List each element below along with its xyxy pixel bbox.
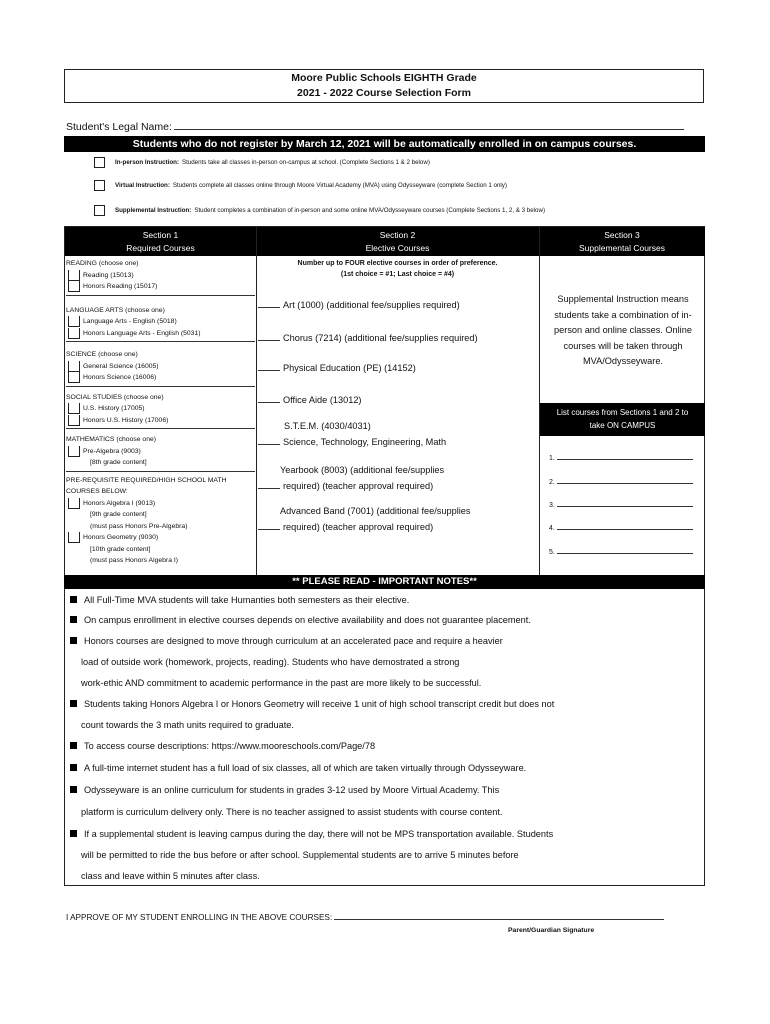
instruction-line: Number up to FOUR elective courses in order of preference. (297, 260, 498, 267)
info-line: person and online classes. Online (554, 325, 692, 335)
course-label: Honors Geometry (9030) (83, 534, 159, 541)
note-text: A full-time internet student has a full load of six classes, all of which are taken virtually through Odysseyware. (84, 763, 527, 773)
legal-name-field[interactable] (174, 120, 684, 130)
info-line: courses will be taken through (563, 340, 683, 351)
form-title-box (64, 69, 704, 103)
rank-field[interactable] (258, 333, 280, 341)
info-line: students take a combination of in- (554, 309, 692, 320)
elective-stem[interactable] (258, 437, 446, 447)
section2-subtitle: Elective Courses (365, 243, 430, 253)
item-number: 2. (549, 479, 555, 486)
section3-title: Section 3 (604, 230, 640, 240)
option-virtual (94, 180, 507, 191)
elective-stem-title: S.T.E.M. (4030/4031) (284, 421, 371, 431)
course-label: Honors Reading (15017) (83, 283, 158, 290)
bullet-icon (70, 616, 77, 623)
course-note: (must pass Honors Pre-Algebra) (90, 522, 188, 530)
note-item (70, 595, 409, 605)
section3-subtitle: Supplemental Courses (579, 243, 665, 253)
note-item (70, 763, 526, 773)
section2-instructions (256, 258, 539, 280)
section1-header (65, 227, 256, 256)
course-checkbox[interactable] (68, 328, 80, 339)
course-checkbox[interactable] (68, 415, 80, 426)
note-continuation: count towards the 3 math units required to graduate. (81, 720, 294, 730)
note-item (70, 785, 499, 795)
rank-field[interactable] (258, 481, 280, 489)
course-note: [9th grade content] (90, 511, 147, 518)
elective-label: Art (1000) (additional fee/supplies required) (283, 300, 460, 310)
course-label: Honors Language Arts - English (5031) (83, 329, 201, 337)
course-field[interactable] (557, 523, 693, 530)
note-text: Odysseyware is an online curriculum for students in grades 3-12 used by Moore Virtual Academy. This (84, 785, 500, 795)
note-text: Honors courses are designed to move through curriculum at an accelerated pace and require a heavier (84, 636, 503, 646)
bullet-icon (70, 764, 77, 771)
course-option[interactable] (66, 270, 255, 282)
section1-title: Section 1 (142, 230, 179, 240)
math-group (66, 432, 255, 472)
elective-label: Chorus (7214) (additional fee/supplies required) (283, 333, 478, 343)
note-item (70, 829, 553, 839)
item-number: 5. (549, 549, 555, 556)
info-line: Supplemental Instruction means (557, 294, 689, 304)
list-head-line: List courses from Sections 1 and 2 to (556, 408, 689, 417)
course-option[interactable] (66, 446, 255, 458)
course-option[interactable] (66, 328, 255, 340)
elective-pe[interactable] (258, 363, 416, 373)
rank-field[interactable] (258, 363, 280, 371)
on-campus-course-3[interactable] (549, 500, 693, 509)
bullet-icon (70, 596, 77, 603)
note-item (70, 636, 503, 646)
course-label: Honors U.S. History (17006) (83, 416, 169, 424)
option-label: In-person Instruction: (115, 159, 179, 166)
bullet-icon (70, 830, 77, 837)
section1-courses (65, 258, 255, 567)
group-head: PRE-REQUISITE REQUIRED/HIGH SCHOOL MATH (66, 476, 227, 484)
note-item (70, 741, 375, 751)
option-label: Virtual Instruction: (115, 182, 170, 189)
elective-yearbook-title: Yearbook (8003) (additional fee/supplies (280, 465, 445, 475)
course-checkbox[interactable] (68, 316, 80, 327)
course-label: U.S. History (17005) (83, 405, 145, 412)
elective-label: required) (teacher approval required) (283, 522, 434, 532)
group-head: COURSES BELOW: (66, 488, 128, 495)
list-head-line: take ON CAMPUS (589, 421, 656, 430)
course-label: General Science (16005) (83, 362, 159, 370)
note-text: On campus enrollment in elective courses depends on elective availability and does not guarantee placement. (84, 615, 531, 625)
elective-band-title: Advanced Band (7001) (additional fee/supplies (280, 506, 471, 516)
form-title: Moore Public Schools EIGHTH Grade (291, 72, 477, 84)
course-option[interactable] (66, 372, 255, 384)
note-text: Students taking Honors Algebra I or Honors Geometry will receive 1 unit of high school transcript credit but does not (84, 699, 555, 709)
course-checkbox[interactable] (68, 372, 80, 383)
elective-label: Physical Education (PE) (14152) (283, 363, 416, 373)
signature-caption: Parent/Guardian Signature (508, 927, 595, 934)
section3-header (539, 227, 705, 256)
course-field[interactable] (557, 547, 693, 554)
approval-row (66, 912, 664, 922)
course-option[interactable] (66, 403, 255, 415)
section2-header (256, 227, 539, 256)
on-campus-course-4[interactable] (549, 523, 693, 532)
rank-field[interactable] (258, 300, 280, 308)
option-in-person (94, 157, 430, 168)
course-checkbox[interactable] (68, 498, 80, 509)
deadline-banner: Students who do not register by March 12, 2021 will be automatically enrolled in on campus courses. (64, 136, 705, 152)
legal-name-row (66, 120, 684, 133)
rank-field[interactable] (258, 437, 280, 445)
notes-title: ** PLEASE READ - IMPORTANT NOTES** (64, 575, 705, 589)
bullet-icon (70, 786, 77, 793)
elective-chorus[interactable] (258, 333, 478, 343)
course-checkbox[interactable] (68, 532, 80, 543)
note-text: If a supplemental student is leaving campus during the day, there will not be MPS transportation available. Students (84, 829, 554, 839)
option-text: Student completes a combination of in-person and some online MVA/Odysseyware courses (Complete Sections 1, 2, & 3 below) (194, 207, 546, 214)
bullet-icon (70, 637, 77, 644)
course-checkbox[interactable] (68, 403, 80, 414)
course-option[interactable] (66, 281, 255, 293)
elective-art[interactable] (258, 300, 460, 310)
note-item (70, 699, 554, 709)
group-head: SCIENCE (choose one) (66, 351, 138, 358)
note-continuation: work-ethic AND commitment to academic performance in the past are more likely to be successful. (81, 678, 482, 688)
course-note: [8th grade content] (90, 459, 147, 466)
course-field[interactable] (557, 477, 693, 484)
note-continuation: load of outside work (homework, projects, reading). Students who have demostrated a strong (81, 657, 460, 667)
option-supplemental (94, 205, 545, 216)
rank-field[interactable] (258, 395, 280, 403)
on-campus-list-header (540, 403, 705, 436)
course-note: [10th grade content] (90, 545, 151, 553)
course-checkbox[interactable] (68, 270, 80, 281)
elective-label: Science, Technology, Engineering, Math (283, 437, 447, 447)
course-note: (must pass Honors Algebra I) (90, 557, 179, 564)
language-group (66, 299, 255, 343)
elective-aide[interactable] (258, 395, 361, 405)
course-checkbox[interactable] (68, 361, 80, 372)
instruction-line: (1st choice = #1; Last choice = #4) (340, 271, 455, 278)
bullet-icon (70, 700, 77, 707)
course-option[interactable] (66, 361, 255, 373)
course-option[interactable] (66, 415, 255, 427)
course-checkbox[interactable] (68, 446, 80, 457)
item-number: 4. (549, 525, 555, 532)
course-option[interactable] (66, 498, 255, 510)
approval-label: I APPROVE OF MY STUDENT ENROLLING IN THE ABOVE COURSES: (66, 913, 333, 922)
note-continuation: platform is curriculum delivery only. There is no teacher assigned to assist students with course content. (81, 807, 503, 817)
course-checkbox[interactable] (68, 281, 80, 292)
supplemental-checkbox[interactable] (94, 205, 105, 216)
elective-label: Office Aide (13012) (283, 395, 362, 405)
section1-subtitle: Required Courses (126, 243, 195, 253)
course-label: Language Arts - English (5018) (83, 318, 177, 325)
item-number: 1. (549, 455, 555, 462)
signature-field[interactable] (334, 912, 664, 920)
elective-yearbook[interactable] (258, 481, 433, 491)
section2-title: Section 2 (379, 230, 416, 240)
on-campus-course-1[interactable] (549, 453, 693, 462)
math-prereq-group (66, 475, 255, 567)
elective-label: required) (teacher approval required) (283, 481, 434, 491)
supplemental-info (540, 292, 706, 370)
rank-field[interactable] (258, 522, 280, 530)
legal-name-label: Student's Legal Name: (66, 121, 172, 133)
divider (539, 227, 540, 575)
course-field[interactable] (557, 453, 693, 460)
note-continuation: class and leave within 5 minutes after class. (81, 871, 260, 881)
form-subtitle: 2021 - 2022 Course Selection Form (297, 87, 471, 99)
notes-box (64, 589, 705, 886)
course-label: Pre-Algebra (9003) (83, 447, 141, 455)
course-option[interactable] (66, 316, 255, 328)
option-text: Students take all classes in-person on-campus at school. (Complete Sections 1 & 2 below) (181, 159, 430, 166)
course-label: Honors Algebra I (9013) (83, 499, 156, 507)
group-head: SOCIAL STUDIES (choose one) (66, 393, 164, 401)
note-text: All Full-Time MVA students will take Humanties both semesters as their elective. (84, 595, 410, 605)
science-group (66, 345, 255, 387)
course-grid (64, 226, 705, 576)
social-group (66, 390, 255, 430)
group-head: LANGUAGE ARTS (choose one) (66, 306, 165, 314)
course-field[interactable] (557, 500, 693, 507)
virtual-checkbox[interactable] (94, 180, 105, 191)
note-text: To access course descriptions: https://www.mooreschools.com/Page/78 (84, 741, 376, 751)
on-campus-course-2[interactable] (549, 477, 693, 486)
course-label: Honors Science (16006) (83, 374, 157, 381)
course-label: Reading (15013) (83, 271, 134, 279)
reading-group (66, 258, 255, 296)
item-number: 3. (549, 502, 555, 509)
bullet-icon (70, 742, 77, 749)
note-item (70, 615, 531, 625)
group-head: READING (choose one) (66, 260, 139, 267)
option-text: Students complete all classes online through Moore Virtual Academy (MVA) using Odysseyware (complete Section 1 only) (172, 182, 507, 189)
option-label: Supplemental Instruction: (115, 207, 192, 214)
on-campus-course-5[interactable] (549, 547, 693, 556)
elective-band[interactable] (258, 522, 433, 532)
group-head: MATHEMATICS (choose one) (66, 436, 157, 443)
info-line: MVA/Odysseyware. (583, 356, 663, 366)
note-continuation: will be permitted to ride the bus before or after school. Supplemental students are to arrive 5 minutes before (81, 850, 519, 860)
course-option[interactable] (66, 532, 255, 544)
in-person-checkbox[interactable] (94, 157, 105, 168)
